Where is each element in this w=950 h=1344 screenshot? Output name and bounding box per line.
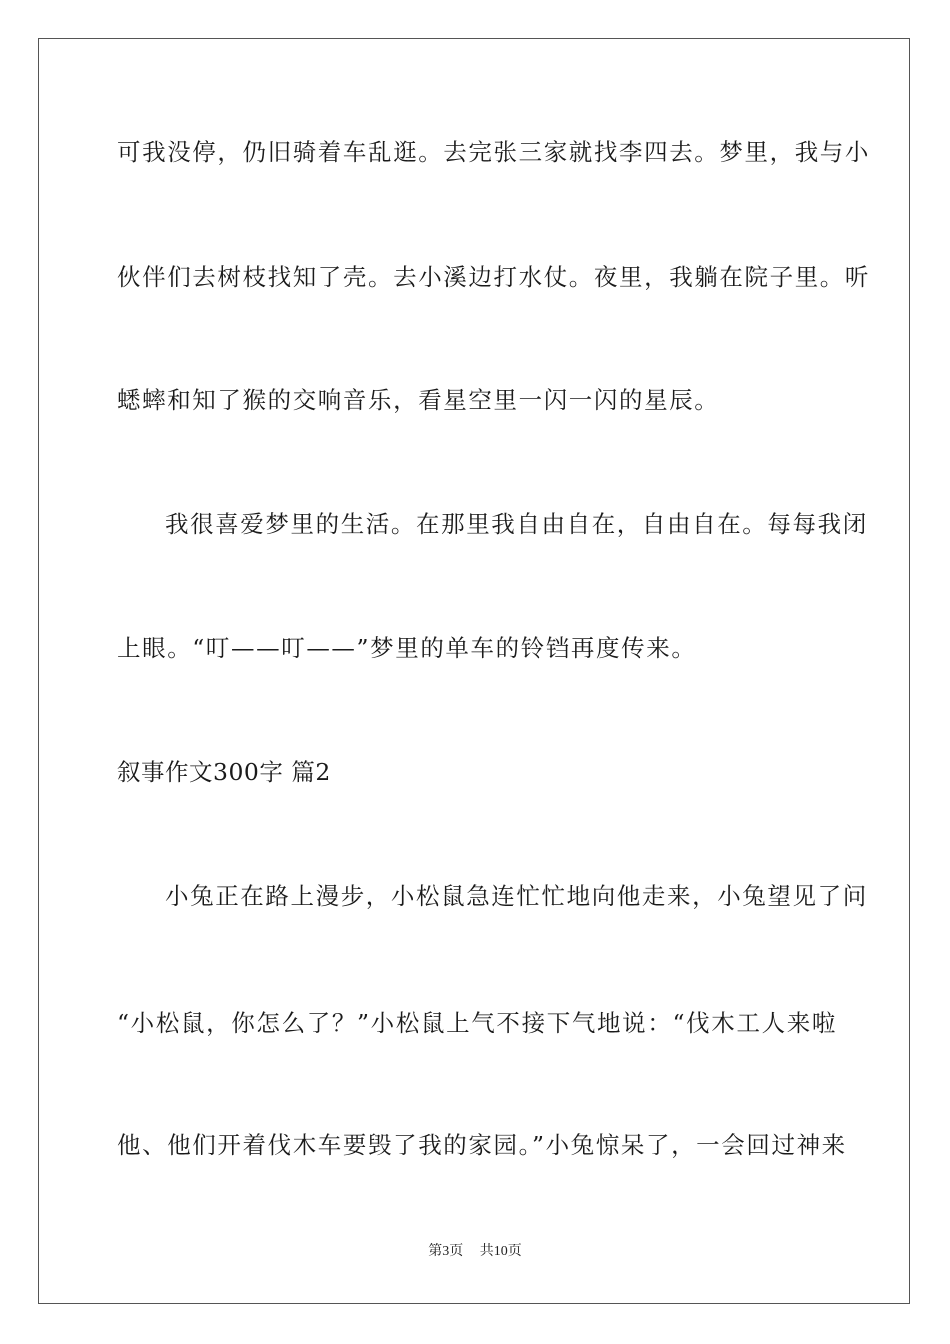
text-line-1: 可我没停，仍旧骑着车乱逛。去完张三家就找李四去。梦里，我与小 (117, 138, 870, 166)
paragraph-3-line-3: 他、他们开着伐木车要毁了我的家园。”小兔惊呆了，一会回过神来 (117, 1131, 847, 1159)
page-number: 第3页 (428, 1244, 464, 1259)
section-heading: 叙事作文300字 篇2 (117, 758, 331, 786)
page-footer (0, 1243, 950, 1261)
text-line-2: 伙伴们去树枝找知了壳。去小溪边打水仗。夜里，我躺在院子里。听 (117, 263, 870, 291)
text-line-3: 蟋蟀和知了猴的交响音乐，看星空里一闪一闪的星辰。 (117, 386, 720, 414)
page-border (38, 38, 910, 1304)
paragraph-3-line-2: “小松鼠，你怎么了？”小松鼠上气不接下气地说：“伐木工人来啦 (117, 1009, 837, 1037)
page-total: 共10页 (479, 1244, 522, 1259)
paragraph-2-line-1: 我很喜爱梦里的生活。在那里我自由自在，自由自在。每每我闭 (165, 510, 868, 538)
paragraph-2-line-2: 上眼。“叮——叮——”梦里的单车的铃铛再度传来。 (117, 634, 697, 662)
paragraph-3-line-1: 小兔正在路上漫步，小松鼠急连忙忙地向他走来，小兔望见了问 (165, 882, 868, 910)
